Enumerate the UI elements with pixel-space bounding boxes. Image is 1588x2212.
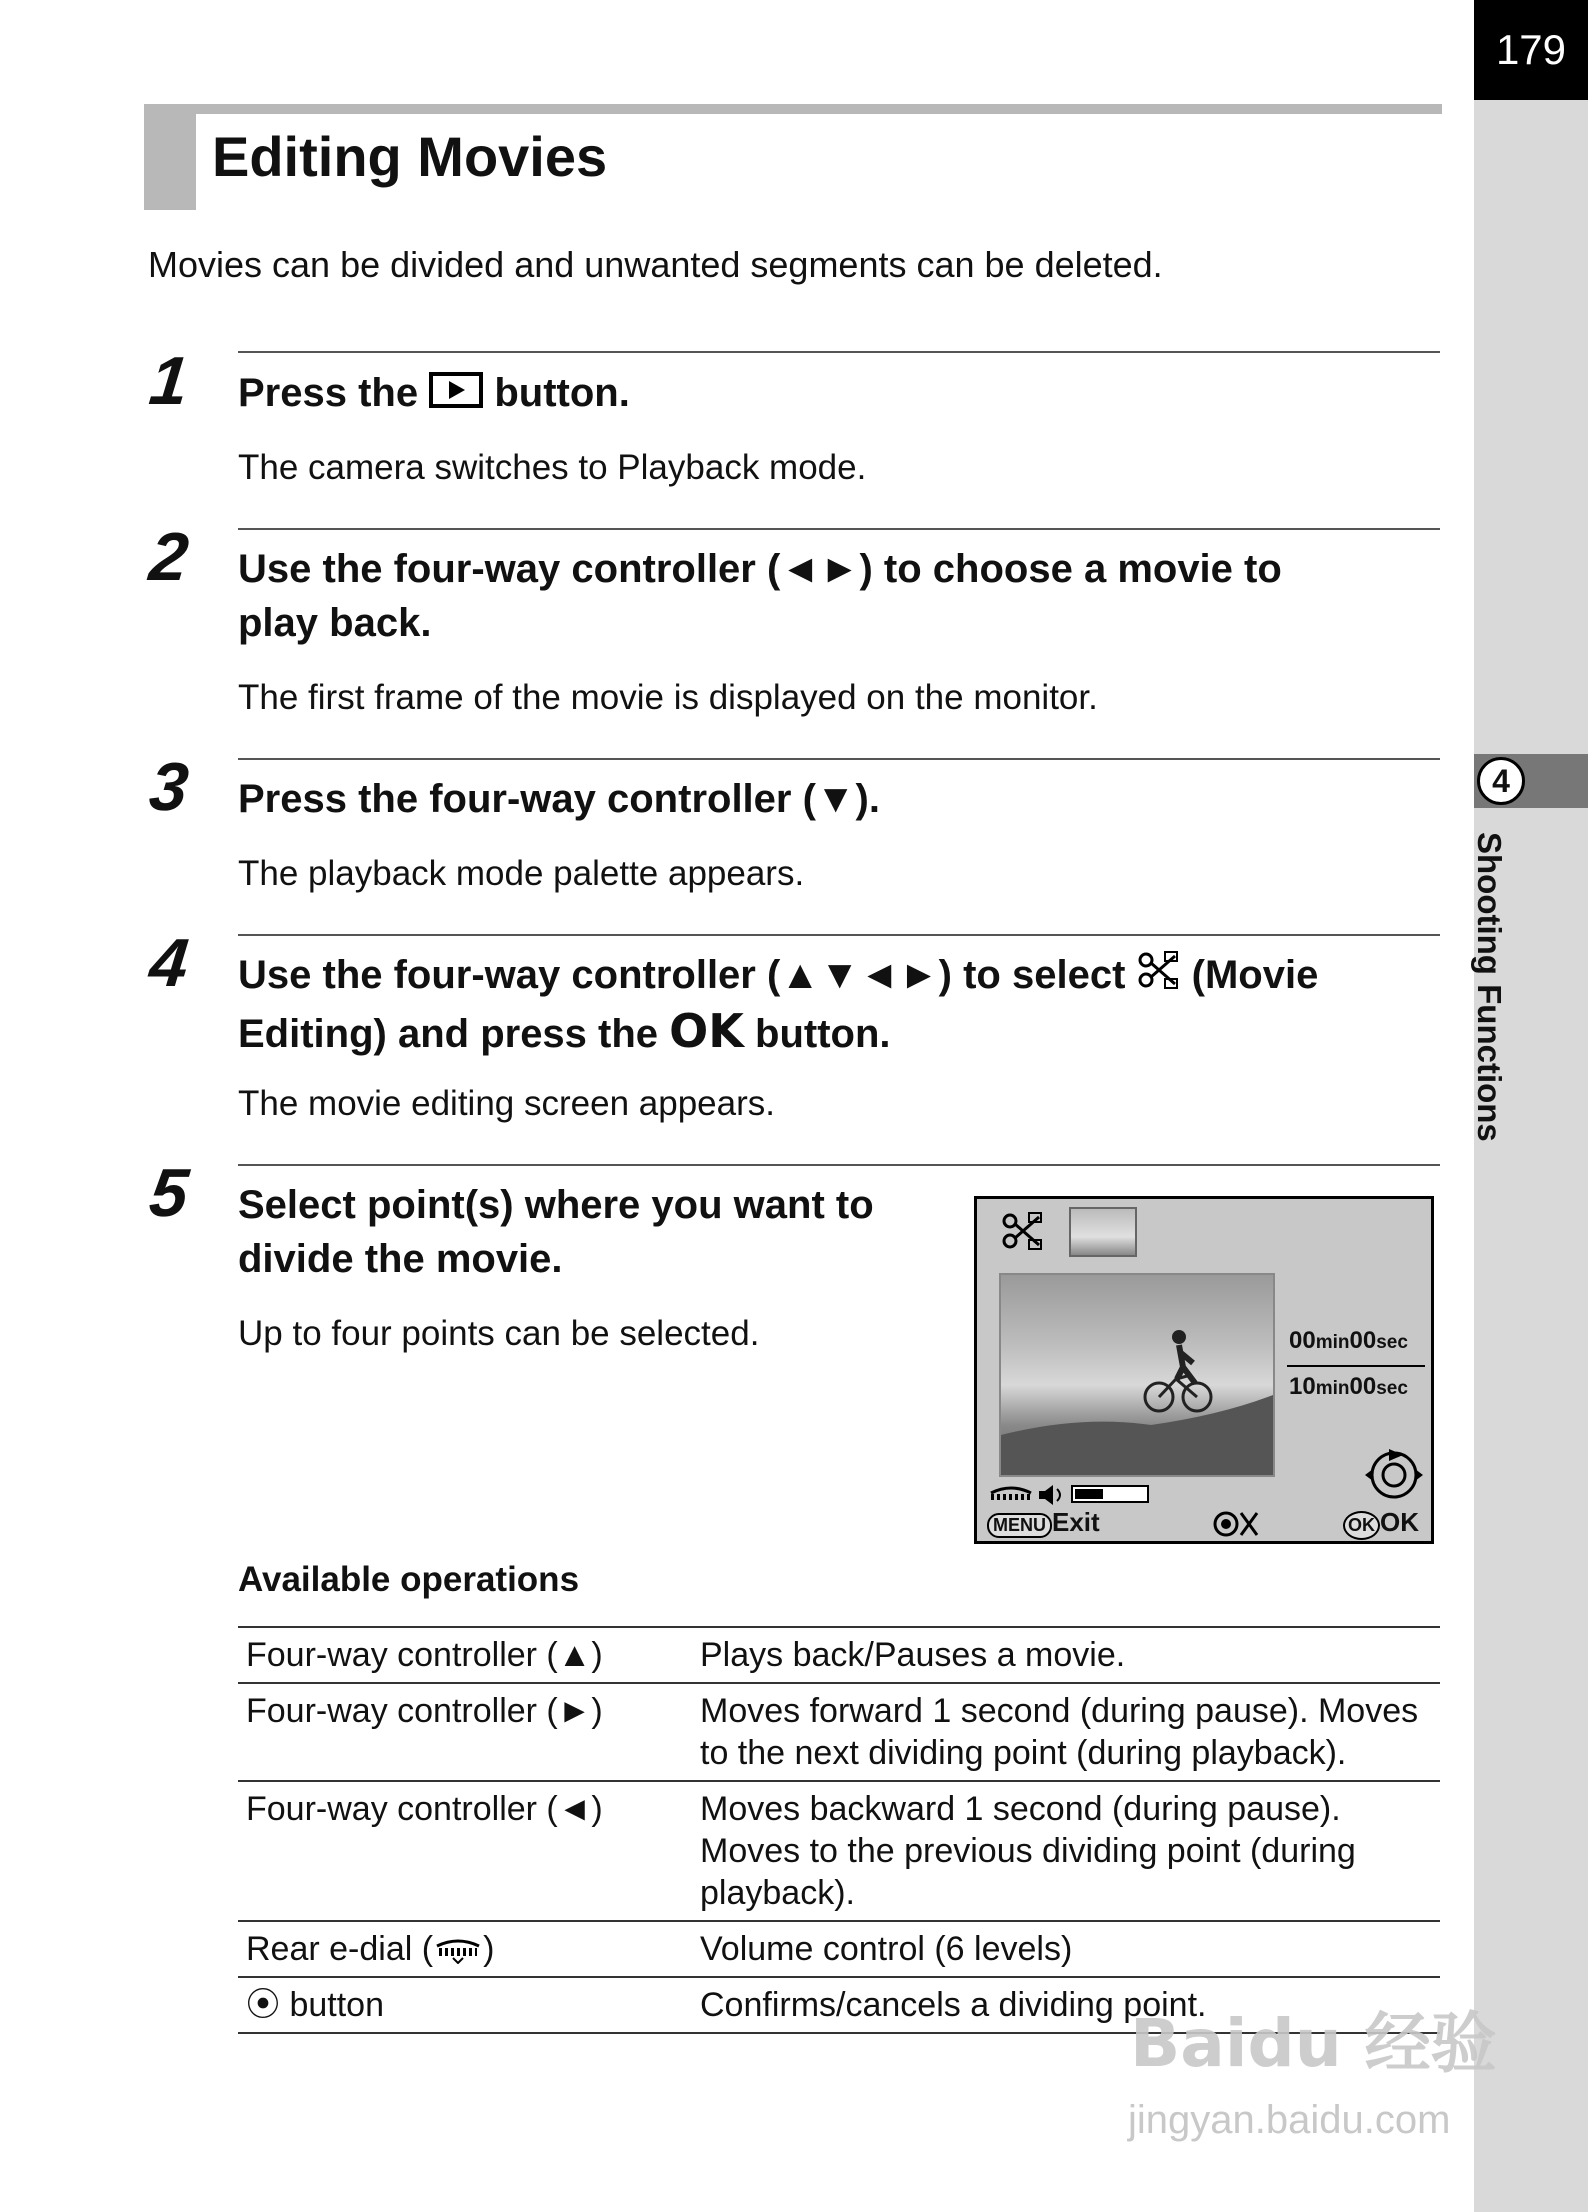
page-number: 179 [1474, 0, 1588, 100]
volume-dial-icon [987, 1483, 1067, 1507]
ok-key-icon: OK [1343, 1511, 1380, 1540]
time-divider [1287, 1365, 1425, 1367]
volume-level-fill [1075, 1489, 1103, 1499]
playback-icon [429, 368, 483, 422]
operations-table [238, 1626, 1440, 2034]
step-divider [238, 934, 1440, 936]
step-title: Press the four-way controller (▼). [238, 777, 880, 821]
step-description: The movie editing screen appears. [238, 1084, 775, 1123]
step-divider [238, 758, 1440, 760]
chapter-title: Shooting Functions [1471, 832, 1508, 1142]
step-number: 3 [146, 749, 192, 825]
divide-button-icon [1213, 1509, 1263, 1539]
left-right-arrows-icon: ◄► [780, 547, 860, 591]
chapter-number: 4 [1477, 757, 1525, 805]
title-bar [144, 104, 1442, 210]
page-title: Editing Movies [212, 125, 608, 188]
action-cell: Moves backward 1 second (during pause). Moves to the previous dividing point (during playback). [692, 1781, 1440, 1921]
four-way-arrows-icon: ▲▼◄► [780, 953, 939, 997]
step-divider [238, 1164, 1440, 1166]
movie-editing-screen [974, 1196, 1434, 1544]
control-cell: Four-way controller (►) [238, 1683, 692, 1781]
table-row [238, 1683, 1440, 1781]
action-cell: Plays back/Pauses a movie. [692, 1627, 1440, 1683]
ok-hint: OK OK [1343, 1507, 1419, 1540]
step-description: The first frame of the movie is displayed on the monitor. [238, 678, 1098, 717]
volume-level-bar [1071, 1485, 1149, 1503]
step-number: 1 [146, 343, 192, 419]
movie-edit-scissors-icon [1137, 950, 1181, 1004]
control-cell: Rear e-dial ( ) [238, 1921, 692, 1977]
movie-thumbnail [1069, 1207, 1137, 1257]
step-number: 5 [146, 1155, 192, 1231]
step-title: Use the four-way controller (▲▼◄►) to select (Movie Editing) and press the OK button. [238, 948, 1438, 1061]
control-cell: Four-way controller (◄) [238, 1781, 692, 1921]
rear-e-dial-icon [433, 1938, 483, 1964]
control-cell: ⦿ button [238, 1977, 692, 2033]
table-row [238, 1781, 1440, 1921]
step-title: Select point(s) where you want to divide the movie. [238, 1183, 874, 1281]
watermark-url: jingyan.baidu.com [1128, 2098, 1451, 2142]
ae-lock-button-icon: ⦿ [246, 1986, 280, 2024]
title-rule [144, 104, 1442, 114]
step-description: The camera switches to Playback mode. [238, 448, 867, 487]
step-number: 2 [146, 519, 192, 595]
action-cell: Volume control (6 levels) [692, 1921, 1440, 1977]
menu-key-icon: MENU [987, 1513, 1052, 1538]
movie-edit-scissors-icon [1001, 1211, 1045, 1251]
down-arrow-icon: ▼ [815, 777, 856, 821]
intro-text: Movies can be divided and unwanted segments can be deleted. [148, 244, 1163, 285]
ok-button-icon: OK [669, 1004, 744, 1059]
step-number: 4 [146, 925, 192, 1001]
action-cell: Confirms/cancels a dividing point. [692, 1977, 1440, 2033]
four-way-controller-icon [1361, 1445, 1427, 1501]
movie-frame-preview [999, 1273, 1275, 1477]
current-time-readout: 00min00sec [1289, 1327, 1408, 1354]
title-block [144, 104, 196, 210]
cyclist-photo [1001, 1275, 1273, 1475]
total-time-readout: 10min00sec [1289, 1373, 1408, 1400]
operations-heading: Available operations [238, 1560, 580, 1599]
exit-hint: MENU Exit [987, 1507, 1100, 1538]
control-cell: Four-way controller (▲) [238, 1627, 692, 1683]
step-divider [238, 351, 1440, 353]
step-description: Up to four points can be selected. [238, 1314, 760, 1353]
table-row [238, 1921, 1440, 1977]
watermark: Baidu 经验 [1130, 2005, 1497, 2082]
table-row [238, 1627, 1440, 1683]
step-title: Press the button. [238, 366, 1438, 422]
action-cell: Moves forward 1 second (during pause). Moves to the next dividing point (during playback). [692, 1683, 1440, 1781]
step-title: Use the four-way controller (◄►) to choose a movie to play back. [238, 547, 1282, 645]
step-divider [238, 528, 1440, 530]
step-description: The playback mode palette appears. [238, 854, 805, 893]
